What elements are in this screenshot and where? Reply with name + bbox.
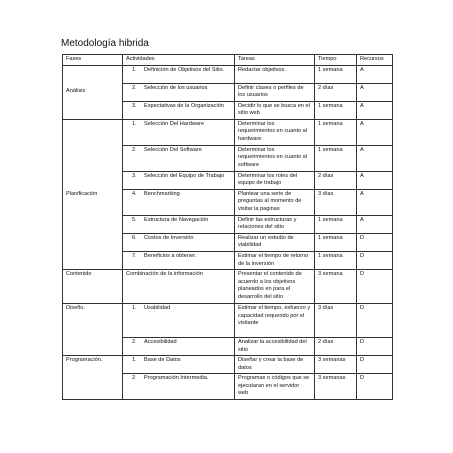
table-row — [63, 65, 393, 83]
activity-cell: 2. Selección Del Software — [123, 145, 235, 171]
time-cell: 1 semana — [315, 233, 357, 251]
time-cell: 1 semana — [315, 145, 357, 171]
resource-cell: A — [357, 189, 393, 215]
activity-cell: 4. Benchmarking — [123, 189, 235, 215]
task-cell: Definir clases o perfiles de los usuarios — [235, 83, 315, 101]
time-cell: 3 semanas — [315, 356, 357, 374]
time-cell: 1 semana — [315, 252, 357, 270]
task-cell: Redactar objetivos. — [235, 65, 315, 83]
resource-cell: A — [357, 101, 393, 119]
task-cell: Decidir lo que se busca en el sitio web — [235, 101, 315, 119]
activity-cell: 2. Selección de los usuarios — [123, 83, 235, 101]
resource-cell: A — [357, 171, 393, 189]
time-cell: 3 semana — [315, 270, 357, 304]
document-title: Metodología hibrida — [61, 38, 149, 49]
resource-cell: D — [357, 252, 393, 270]
time-cell: 1 semana — [315, 215, 357, 233]
time-cell: 2 días — [315, 338, 357, 356]
header-recursos: Recursos — [357, 55, 393, 66]
time-cell: 2 días — [315, 83, 357, 101]
task-cell: Estimar el tiempo de retorno de la inversión — [235, 252, 315, 270]
task-cell: Determinar los roles del equipo de trabajo — [235, 171, 315, 189]
resource-cell: D — [357, 233, 393, 251]
table-row — [63, 119, 393, 145]
resource-cell: A — [357, 215, 393, 233]
resource-cell: D — [357, 270, 393, 304]
activity-cell: 6. Costos de Inversión — [123, 233, 235, 251]
activity-cell: 1. Usabilidad — [123, 304, 235, 338]
phase-cell: Programación. — [63, 356, 123, 400]
header-tiempo: Tiempo — [315, 55, 357, 66]
activity-cell: 1. Base de Datos — [123, 356, 235, 374]
phase-cell: Contenido — [63, 270, 123, 304]
activity-cell: 7. Beneficios a obtener. — [123, 252, 235, 270]
time-cell: 3 días — [315, 304, 357, 338]
resource-cell: D — [357, 356, 393, 374]
resource-cell: A — [357, 145, 393, 171]
resource-cell: D — [357, 338, 393, 356]
time-cell: 1 semana — [315, 65, 357, 83]
task-cell: Realizar un estudio de viabilidad — [235, 233, 315, 251]
time-cell: 3 días — [315, 189, 357, 215]
methodology-table — [62, 54, 393, 400]
activity-cell: 3. Expectativas de la Organización — [123, 101, 235, 119]
header-tareas: Tareas — [235, 55, 315, 66]
activity-cell: 5. Estructura de Navegación — [123, 215, 235, 233]
task-cell: Presentar el contenido de acuerdo a los objetivos planeados en para el desarrollo del sitio — [235, 270, 315, 304]
activity-cell: Combinación de la información — [123, 270, 235, 304]
resource-cell: D — [357, 374, 393, 400]
task-cell: Determinar los requerimientos en cuanto al hardware — [235, 119, 315, 145]
time-cell: 1 semana — [315, 101, 357, 119]
resource-cell: A — [357, 119, 393, 145]
resource-cell: A — [357, 65, 393, 83]
time-cell: 1 semana — [315, 119, 357, 145]
task-cell: Definir las estructuras y relaciones del sitio — [235, 215, 315, 233]
task-cell: Diseñar y crear la base de datos — [235, 356, 315, 374]
time-cell: 3 semanas — [315, 374, 357, 400]
header-actividades: Actividades — [123, 55, 235, 66]
table-row — [63, 270, 393, 304]
table-row — [63, 356, 393, 374]
task-cell: Determinar los requerimientos en cuanto al software — [235, 145, 315, 171]
task-cell: Programas o códigos que se ejecutaran en el servidor web — [235, 374, 315, 400]
task-cell: Estimar el tiempo, esfuerzo y capacidad requerido por el visitante — [235, 304, 315, 338]
time-cell: 2 días — [315, 171, 357, 189]
phase-cell: Diseño. — [63, 304, 123, 356]
activity-cell: 1. Definición de Objetivos del Sitio. — [123, 65, 235, 83]
activity-cell: 2. Programación Intermedia. — [123, 374, 235, 400]
phase-cell: Análisis — [63, 65, 123, 119]
task-cell: Analizar la accesibilidad del sitio — [235, 338, 315, 356]
header-fases: Fases — [63, 55, 123, 66]
phase-cell: Planificación — [63, 119, 123, 269]
activity-cell: 3. Selección del Equipo de Trabajo — [123, 171, 235, 189]
task-cell: Plantear una serie de preguntas al momento de visitar la paginas — [235, 189, 315, 215]
resource-cell: D — [357, 304, 393, 338]
resource-cell: A — [357, 83, 393, 101]
table-row — [63, 304, 393, 338]
activity-cell: 1. Selección Del Hardware — [123, 119, 235, 145]
header-row — [63, 55, 393, 66]
activity-cell: 2. Accesibilidad — [123, 338, 235, 356]
